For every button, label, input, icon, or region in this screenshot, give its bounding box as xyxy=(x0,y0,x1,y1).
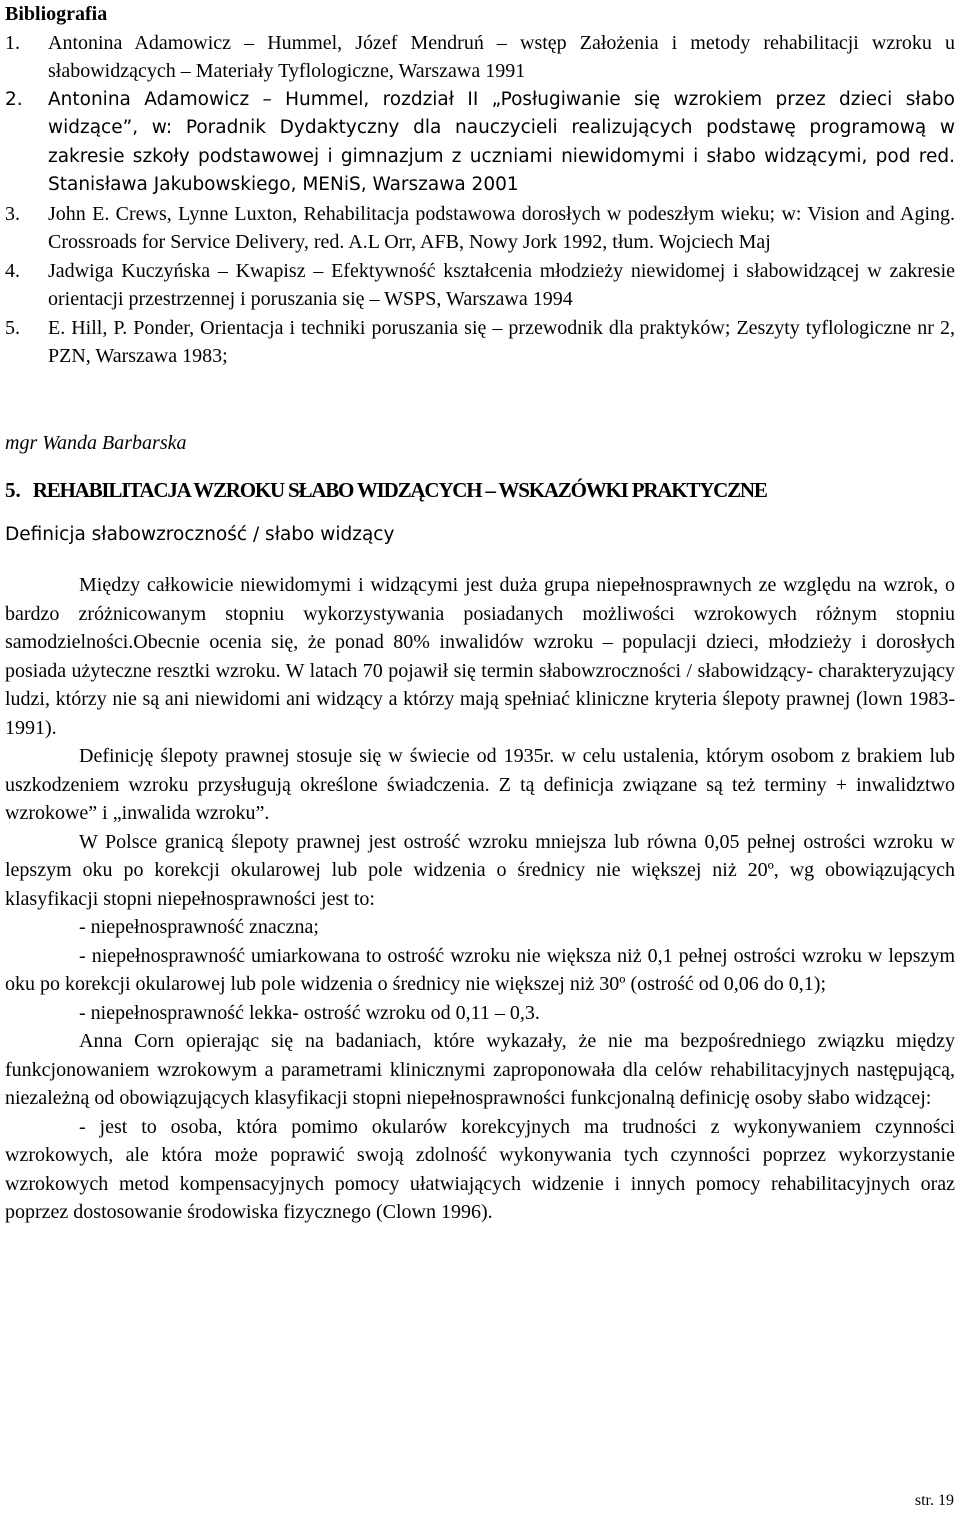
paragraph: Anna Corn opierając się na badaniach, które wykazały, że nie ma bezpośredniego związku między funkcjonowaniem wzrokowym a parametrami klinicznymi zaproponowała dla celów rehabilitacyjnych następującą, niezależną od obowiązujących klasyfikacji stopni niepełnosprawności funkcjonalną definicję osoby słabo widzącej: xyxy=(5,1030,955,1109)
bibliography-item-text: Jadwiga Kuczyńska – Kwapisz – Efektywność kształcenia młodzieży niewidomej i słabowidzącej w zakresie orientacji przestrzennej i poruszania się – WSPS, Warszawa 1994 xyxy=(48,259,955,310)
bibliography-item-number: 5. xyxy=(5,316,20,339)
list-item: - jest to osoba, która pomimo okularów korekcyjnych ma trudności z wykonywaniem czynności wzrokowych, ale która może poprawić swoją zdolność wykonywania tych czynności poprzez wykorzystanie wzrokowych metod kompensacyjnych pomocy ułatwiających widzenie i innych pomocy rehabilitacyjnych oraz poprzez dostosowanie środowiska fizycznego (Clown 1996). xyxy=(5,1115,955,1223)
bibliography-item-number: 1. xyxy=(5,31,20,54)
bibliography-item xyxy=(5,29,955,86)
list-item: - niepełnosprawność umiarkowana to ostrość wzroku nie większa niż 0,1 pełnej ostrości wzroku w lepszym oku po korekcji okularowej lub pole widzenia o średnicy nie większej niż 30º (ostrość od 0,06 do 0,1); xyxy=(5,944,955,995)
body-text xyxy=(5,571,955,1227)
section-number: 5. xyxy=(5,478,21,502)
bibliography-item xyxy=(5,314,955,371)
bibliography-item-number: 3. xyxy=(5,202,20,225)
bibliography-item-number: 2. xyxy=(5,88,23,110)
bibliography-item-text: John E. Crews, Lynne Luxton, Rehabilitacja podstawowa dorosłych w podeszłym wieku; w: Vision and Aging. Crossroads for Service Delivery, red. A.L Orr, AFB, Nowy Jork 1992, tłum. Wojciech Maj xyxy=(48,202,955,253)
bibliography-item-number: 4. xyxy=(5,259,20,282)
document-page xyxy=(5,0,955,1227)
bibliography-item-text: Antonina Adamowicz – Hummel, Józef Mendruń – wstęp Założenia i metody rehabilitacji wzroku u słabowidzących – Materiały Tyflologiczne, Warszawa 1991 xyxy=(48,31,955,82)
paragraph: Definicję ślepoty prawnej stosuje się w świecie od 1935r. w celu ustalenia, którym osobom z brakiem lub uszkodzeniem wzroku przysługują określone świadczenia. Z tą definicja związane są też terminy + inwalidztwo wzrokowe” i „inwalida wzroku”. xyxy=(5,745,955,824)
bibliography-item-text: Antonina Adamowicz – Hummel, rozdział II „Posługiwanie się wzrokiem przez dzieci słabo widzące”, w: Poradnik Dydaktyczny dla nauczycieli realizujących podstawę programową w zakresie szkoły podstawowej i gimnazjum z uczniami niewidomymi i słabo widzącymi, pod red. Stanisława Jakubowskiego, MENiS, Warszawa 2001 xyxy=(48,88,955,195)
section-heading xyxy=(5,476,955,505)
bibliography-title: Bibliografia xyxy=(5,3,108,25)
author-name: mgr Wanda Barbarska xyxy=(5,431,187,454)
paragraph: Między całkowicie niewidomymi i widzącymi jest duża grupa niepełnosprawnych ze względu na wzrok, o bardzo zróżnicowanym stopniu wykorzystywania posiadanych możliwości wzrokowych różnym stopniu samodzielności.Obecnie ocenia się, że ponad 80% inwalidów wzroku – populacji dzieci, młodzieży i dorosłych posiada użyteczne resztki wzroku. W latach 70 pojawił się termin słabowzroczności / słabowidzący- charakteryzujący ludzi, którzy nie są ani niewidomi ani widzący a którzy mają spełniać kliniczne kryteria ślepoty prawnej (lown 1983-1991). xyxy=(5,574,955,739)
bibliography-list xyxy=(5,29,955,371)
bibliography-item xyxy=(5,257,955,314)
bibliography-item xyxy=(5,200,955,257)
definition-heading: Definicja słabowzroczność / słabo widzący xyxy=(5,523,395,545)
list-item: - niepełnosprawność znaczna; xyxy=(79,916,319,938)
list-item: - niepełnosprawność lekka- ostrość wzroku od 0,11 – 0,3. xyxy=(79,1001,540,1024)
page-number: str. 19 xyxy=(914,1492,954,1509)
bibliography-item xyxy=(5,86,955,200)
bibliography-item-text: E. Hill, P. Ponder, Orientacja i techniki poruszania się – przewodnik dla praktyków; Zeszyty tyflologiczne nr 2, PZN, Warszawa 1983; xyxy=(48,316,955,367)
paragraph: W Polsce granicą ślepoty prawnej jest ostrość wzroku mniejsza lub równa 0,05 pełnej ostrości wzroku w lepszym oku po korekcji okularowej lub pole widzenia o średnicy nie większej niż 20º, wg obowiązujących klasyfikacji stopni niepełnosprawności jest to: xyxy=(5,830,955,910)
section-title: REHABILITACJA WZROKU SŁABO WIDZĄCYCH – WSKAZÓWKI PRAKTYCZNE xyxy=(32,478,767,502)
